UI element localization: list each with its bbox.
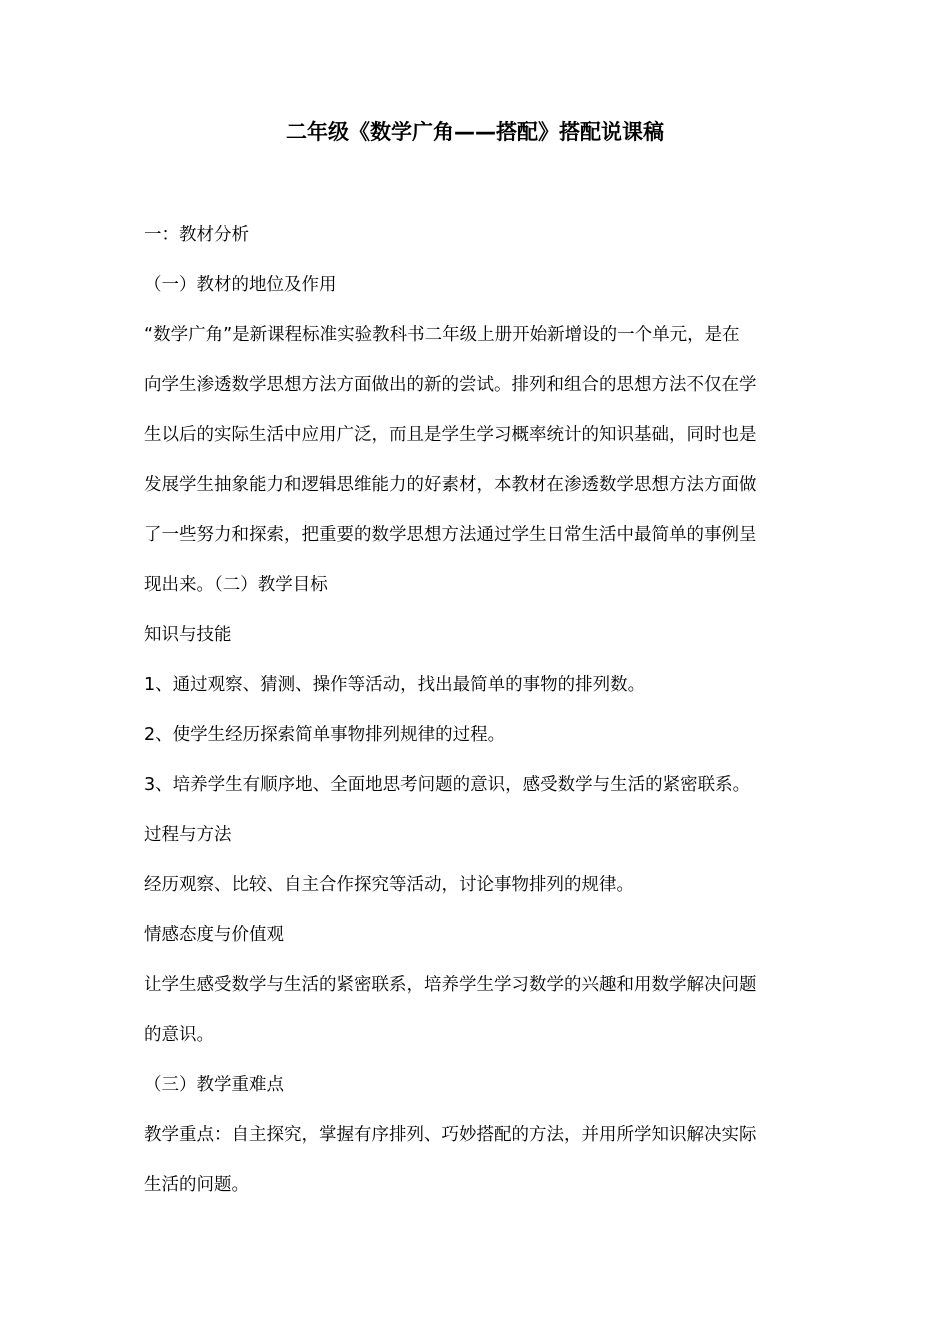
list-item: 3、培养学生有顺序地、全面地思考问题的意识，感受数学与生活的紧密联系。 xyxy=(144,775,751,795)
paragraph-line: “数学广角”是新课程标准实验教科书二年级上册开始新增设的一个单元，是在 xyxy=(144,325,740,345)
paragraph-line: 生活的问题。 xyxy=(144,1175,249,1195)
document-body xyxy=(144,219,810,1219)
paragraph-line: 经历观察、比较、自主合作探究等活动，讨论事物排列的规律。 xyxy=(144,875,634,895)
heading-emotion-attitude-values: 情感态度与价值观 xyxy=(144,925,284,945)
paragraph-line: 让学生感受数学与生活的紧密联系，培养学生学习数学的兴趣和用数学解决问题 xyxy=(144,975,757,995)
subsection-heading-key-difficulties: （三）教学重难点 xyxy=(144,1075,284,1095)
paragraph-line: 生以后的实际生活中应用广泛，而且是学生学习概率统计的知识基础，同时也是 xyxy=(144,425,757,445)
heading-knowledge-and-skills: 知识与技能 xyxy=(144,625,232,645)
paragraph-line: 向学生渗透数学思想方法方面做出的新的尝试。排列和组合的思想方法不仅在学 xyxy=(144,375,757,395)
heading-process-and-method: 过程与方法 xyxy=(144,825,232,845)
document-title: 二年级《数学广角——搭配》搭配说课稿 xyxy=(286,120,664,144)
paragraph-line: 发展学生抽象能力和逻辑思维能力的好素材，本教材在渗透数学思想方法方面做 xyxy=(144,475,757,495)
list-item: 1、通过观察、猜测、操作等活动，找出最简单的事物的排列数。 xyxy=(144,675,646,695)
paragraph-line: 了一些努力和探索，把重要的数学思想方法通过学生日常生活中最简单的事例呈 xyxy=(144,525,757,545)
paragraph-line: 现出来。（二）教学目标 xyxy=(144,575,328,595)
section-heading-teaching-material-analysis: 一：教材分析 xyxy=(144,225,249,245)
subsection-heading-status-and-role: （一）教材的地位及作用 xyxy=(144,275,337,295)
paragraph-line: 的意识。 xyxy=(144,1025,214,1045)
list-item: 2、使学生经历探索简单事物排列规律的过程。 xyxy=(144,725,506,745)
paragraph-line: 教学重点：自主探究，掌握有序排列、巧妙搭配的方法，并用所学知识解决实际 xyxy=(144,1125,757,1145)
